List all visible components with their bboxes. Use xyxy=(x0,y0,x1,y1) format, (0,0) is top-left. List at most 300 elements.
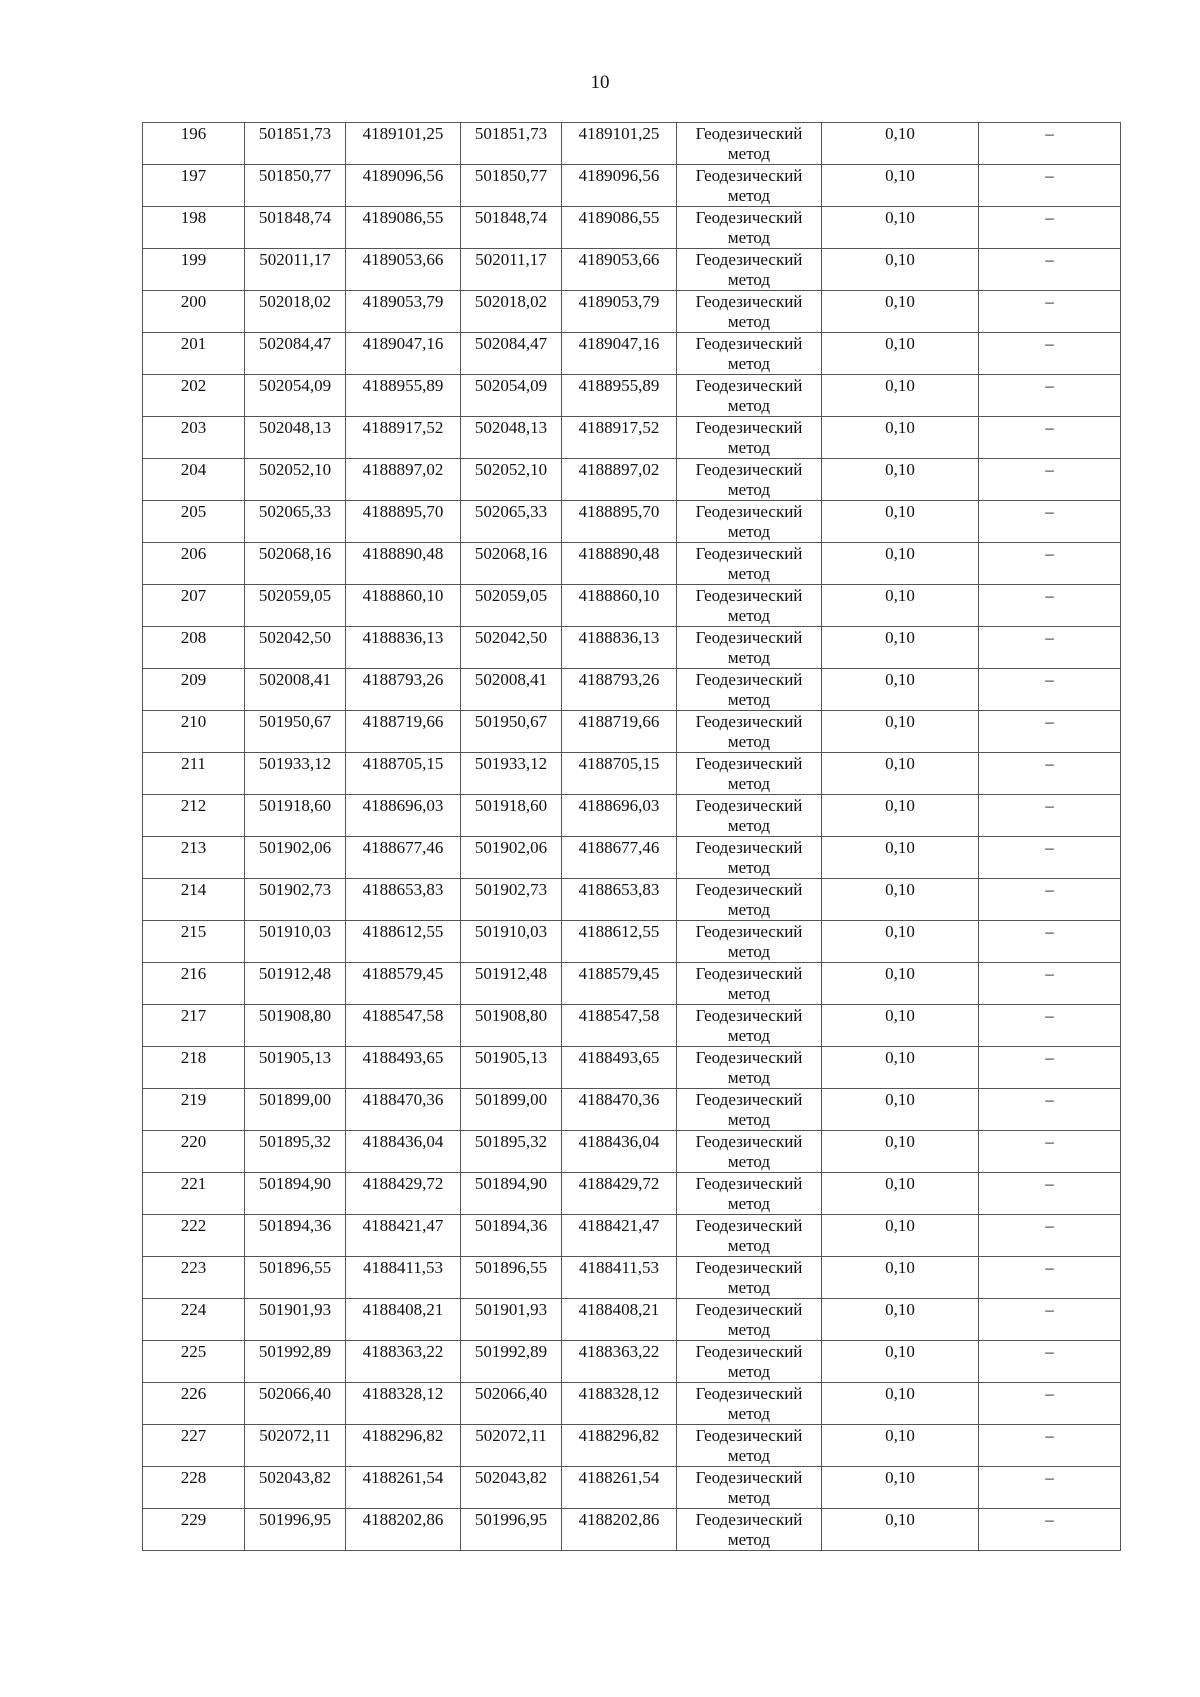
y-new-cell: 4188296,82 xyxy=(562,1425,677,1467)
table-row xyxy=(143,879,1121,921)
method-line-2: метод xyxy=(727,1530,771,1549)
x-existing-cell: 501910,03 xyxy=(245,921,346,963)
note-cell: – xyxy=(979,165,1121,207)
point-number-cell: 196 xyxy=(143,123,245,165)
accuracy-cell: 0,10 xyxy=(822,165,979,207)
y-new-cell: 4188793,26 xyxy=(562,669,677,711)
method-line-2: метод xyxy=(727,186,771,205)
y-existing-cell: 4188705,15 xyxy=(346,753,461,795)
x-new-cell: 502043,82 xyxy=(461,1467,562,1509)
point-number-cell: 200 xyxy=(143,291,245,333)
y-existing-cell: 4188890,48 xyxy=(346,543,461,585)
table-row xyxy=(143,669,1121,711)
method-line-1: Геодезический xyxy=(695,838,803,857)
x-new-cell: 502018,02 xyxy=(461,291,562,333)
method-line-2: метод xyxy=(727,1446,771,1465)
x-existing-cell: 501908,80 xyxy=(245,1005,346,1047)
x-existing-cell: 501918,60 xyxy=(245,795,346,837)
y-existing-cell: 4188363,22 xyxy=(346,1341,461,1383)
method-line-2: метод xyxy=(727,606,771,625)
method-line-1: Геодезический xyxy=(695,1510,803,1529)
table-row xyxy=(143,1215,1121,1257)
accuracy-cell: 0,10 xyxy=(822,1425,979,1467)
method-cell xyxy=(677,543,822,585)
x-new-cell: 502048,13 xyxy=(461,417,562,459)
method-line-1: Геодезический xyxy=(695,754,803,773)
method-line-2: метод xyxy=(727,312,771,331)
y-existing-cell: 4188895,70 xyxy=(346,501,461,543)
x-existing-cell: 502059,05 xyxy=(245,585,346,627)
y-existing-cell: 4189096,56 xyxy=(346,165,461,207)
note-cell: – xyxy=(979,963,1121,1005)
method-cell xyxy=(677,417,822,459)
accuracy-cell: 0,10 xyxy=(822,1089,979,1131)
table-row xyxy=(143,249,1121,291)
note-cell: – xyxy=(979,921,1121,963)
method-line-2: метод xyxy=(727,228,771,247)
y-new-cell: 4188705,15 xyxy=(562,753,677,795)
point-number-cell: 206 xyxy=(143,543,245,585)
accuracy-cell: 0,10 xyxy=(822,1257,979,1299)
y-new-cell: 4188579,45 xyxy=(562,963,677,1005)
x-existing-cell: 502011,17 xyxy=(245,249,346,291)
method-line-2: метод xyxy=(727,1362,771,1381)
x-new-cell: 501899,00 xyxy=(461,1089,562,1131)
accuracy-cell: 0,10 xyxy=(822,459,979,501)
y-existing-cell: 4188579,45 xyxy=(346,963,461,1005)
point-number-cell: 208 xyxy=(143,627,245,669)
table-row xyxy=(143,711,1121,753)
x-existing-cell: 501894,90 xyxy=(245,1173,346,1215)
method-line-2: метод xyxy=(727,1194,771,1213)
method-line-2: метод xyxy=(727,732,771,751)
x-existing-cell: 502066,40 xyxy=(245,1383,346,1425)
y-existing-cell: 4189047,16 xyxy=(346,333,461,375)
x-new-cell: 501950,67 xyxy=(461,711,562,753)
method-line-1: Геодезический xyxy=(695,1426,803,1445)
point-number-cell: 209 xyxy=(143,669,245,711)
table-row xyxy=(143,627,1121,669)
x-new-cell: 501996,95 xyxy=(461,1509,562,1551)
y-new-cell: 4189096,56 xyxy=(562,165,677,207)
accuracy-cell: 0,10 xyxy=(822,585,979,627)
accuracy-cell: 0,10 xyxy=(822,837,979,879)
note-cell: – xyxy=(979,837,1121,879)
accuracy-cell: 0,10 xyxy=(822,1467,979,1509)
method-line-2: метод xyxy=(727,984,771,1003)
x-new-cell: 501908,80 xyxy=(461,1005,562,1047)
method-line-2: метод xyxy=(727,270,771,289)
method-line-1: Геодезический xyxy=(695,334,803,353)
table-row xyxy=(143,1005,1121,1047)
point-number-cell: 215 xyxy=(143,921,245,963)
x-existing-cell: 501850,77 xyxy=(245,165,346,207)
method-cell xyxy=(677,1173,822,1215)
x-new-cell: 501918,60 xyxy=(461,795,562,837)
x-new-cell: 501894,90 xyxy=(461,1173,562,1215)
method-line-1: Геодезический xyxy=(695,1468,803,1487)
y-existing-cell: 4188202,86 xyxy=(346,1509,461,1551)
method-cell xyxy=(677,165,822,207)
x-existing-cell: 501899,00 xyxy=(245,1089,346,1131)
method-line-2: метод xyxy=(727,438,771,457)
point-number-cell: 214 xyxy=(143,879,245,921)
y-new-cell: 4188328,12 xyxy=(562,1383,677,1425)
x-existing-cell: 501901,93 xyxy=(245,1299,346,1341)
x-existing-cell: 502068,16 xyxy=(245,543,346,585)
x-new-cell: 502084,47 xyxy=(461,333,562,375)
method-cell xyxy=(677,1383,822,1425)
method-cell xyxy=(677,1215,822,1257)
point-number-cell: 203 xyxy=(143,417,245,459)
point-number-cell: 219 xyxy=(143,1089,245,1131)
table-row xyxy=(143,1131,1121,1173)
note-cell: – xyxy=(979,291,1121,333)
table-row xyxy=(143,1173,1121,1215)
method-line-2: метод xyxy=(727,942,771,961)
method-line-1: Геодезический xyxy=(695,166,803,185)
x-existing-cell: 501996,95 xyxy=(245,1509,346,1551)
table-row xyxy=(143,1467,1121,1509)
method-line-1: Геодезический xyxy=(695,124,803,143)
y-existing-cell: 4188677,46 xyxy=(346,837,461,879)
note-cell: – xyxy=(979,1509,1121,1551)
accuracy-cell: 0,10 xyxy=(822,417,979,459)
point-number-cell: 207 xyxy=(143,585,245,627)
accuracy-cell: 0,10 xyxy=(822,1383,979,1425)
x-new-cell: 502066,40 xyxy=(461,1383,562,1425)
method-line-1: Геодезический xyxy=(695,922,803,941)
method-line-1: Геодезический xyxy=(695,1048,803,1067)
method-line-2: метод xyxy=(727,774,771,793)
y-new-cell: 4188860,10 xyxy=(562,585,677,627)
method-cell xyxy=(677,123,822,165)
method-line-1: Геодезический xyxy=(695,964,803,983)
accuracy-cell: 0,10 xyxy=(822,669,979,711)
method-line-2: метод xyxy=(727,648,771,667)
note-cell: – xyxy=(979,123,1121,165)
note-cell: – xyxy=(979,1467,1121,1509)
x-existing-cell: 502052,10 xyxy=(245,459,346,501)
method-cell xyxy=(677,753,822,795)
method-line-1: Геодезический xyxy=(695,1258,803,1277)
table-row xyxy=(143,1257,1121,1299)
table-row xyxy=(143,1425,1121,1467)
y-existing-cell: 4188328,12 xyxy=(346,1383,461,1425)
x-new-cell: 501992,89 xyxy=(461,1341,562,1383)
table-row xyxy=(143,921,1121,963)
method-cell xyxy=(677,879,822,921)
method-line-2: метод xyxy=(727,522,771,541)
method-line-2: метод xyxy=(727,1068,771,1087)
method-cell xyxy=(677,333,822,375)
note-cell: – xyxy=(979,1383,1121,1425)
accuracy-cell: 0,10 xyxy=(822,1173,979,1215)
note-cell: – xyxy=(979,1089,1121,1131)
x-existing-cell: 502072,11 xyxy=(245,1425,346,1467)
y-existing-cell: 4188421,47 xyxy=(346,1215,461,1257)
x-existing-cell: 502048,13 xyxy=(245,417,346,459)
y-existing-cell: 4188836,13 xyxy=(346,627,461,669)
method-cell xyxy=(677,795,822,837)
x-new-cell: 501933,12 xyxy=(461,753,562,795)
method-line-1: Геодезический xyxy=(695,292,803,311)
table-row xyxy=(143,417,1121,459)
method-cell xyxy=(677,1299,822,1341)
y-new-cell: 4188363,22 xyxy=(562,1341,677,1383)
point-number-cell: 211 xyxy=(143,753,245,795)
accuracy-cell: 0,10 xyxy=(822,711,979,753)
table-row xyxy=(143,963,1121,1005)
method-line-2: метод xyxy=(727,1152,771,1171)
y-new-cell: 4188719,66 xyxy=(562,711,677,753)
method-line-1: Геодезический xyxy=(695,1006,803,1025)
method-line-1: Геодезический xyxy=(695,502,803,521)
x-existing-cell: 501896,55 xyxy=(245,1257,346,1299)
method-line-2: метод xyxy=(727,1404,771,1423)
point-number-cell: 210 xyxy=(143,711,245,753)
method-line-1: Геодезический xyxy=(695,670,803,689)
x-new-cell: 502011,17 xyxy=(461,249,562,291)
table-row xyxy=(143,501,1121,543)
accuracy-cell: 0,10 xyxy=(822,1047,979,1089)
y-existing-cell: 4188917,52 xyxy=(346,417,461,459)
y-existing-cell: 4188470,36 xyxy=(346,1089,461,1131)
y-existing-cell: 4188897,02 xyxy=(346,459,461,501)
accuracy-cell: 0,10 xyxy=(822,123,979,165)
point-number-cell: 220 xyxy=(143,1131,245,1173)
x-new-cell: 502059,05 xyxy=(461,585,562,627)
table-row xyxy=(143,1383,1121,1425)
x-existing-cell: 501894,36 xyxy=(245,1215,346,1257)
accuracy-cell: 0,10 xyxy=(822,795,979,837)
x-existing-cell: 502054,09 xyxy=(245,375,346,417)
y-existing-cell: 4188261,54 xyxy=(346,1467,461,1509)
x-existing-cell: 501895,32 xyxy=(245,1131,346,1173)
method-cell xyxy=(677,291,822,333)
accuracy-cell: 0,10 xyxy=(822,333,979,375)
x-new-cell: 501851,73 xyxy=(461,123,562,165)
point-number-cell: 225 xyxy=(143,1341,245,1383)
note-cell: – xyxy=(979,459,1121,501)
method-line-1: Геодезический xyxy=(695,586,803,605)
method-line-2: метод xyxy=(727,480,771,499)
x-existing-cell: 501912,48 xyxy=(245,963,346,1005)
x-existing-cell: 501902,73 xyxy=(245,879,346,921)
method-line-2: метод xyxy=(727,1320,771,1339)
x-existing-cell: 502008,41 xyxy=(245,669,346,711)
y-new-cell: 4188612,55 xyxy=(562,921,677,963)
note-cell: – xyxy=(979,1173,1121,1215)
point-number-cell: 216 xyxy=(143,963,245,1005)
table-row xyxy=(143,123,1121,165)
point-number-cell: 224 xyxy=(143,1299,245,1341)
table-row xyxy=(143,753,1121,795)
point-number-cell: 202 xyxy=(143,375,245,417)
x-existing-cell: 501851,73 xyxy=(245,123,346,165)
y-existing-cell: 4188860,10 xyxy=(346,585,461,627)
y-new-cell: 4188429,72 xyxy=(562,1173,677,1215)
point-number-cell: 204 xyxy=(143,459,245,501)
y-existing-cell: 4188653,83 xyxy=(346,879,461,921)
table-row xyxy=(143,837,1121,879)
y-new-cell: 4189053,79 xyxy=(562,291,677,333)
method-cell xyxy=(677,1257,822,1299)
method-line-2: метод xyxy=(727,858,771,877)
note-cell: – xyxy=(979,627,1121,669)
point-number-cell: 217 xyxy=(143,1005,245,1047)
note-cell: – xyxy=(979,1341,1121,1383)
method-line-2: метод xyxy=(727,396,771,415)
y-existing-cell: 4189053,66 xyxy=(346,249,461,291)
x-new-cell: 502065,33 xyxy=(461,501,562,543)
method-cell xyxy=(677,1509,822,1551)
y-new-cell: 4188421,47 xyxy=(562,1215,677,1257)
method-cell xyxy=(677,207,822,249)
note-cell: – xyxy=(979,207,1121,249)
method-line-1: Геодезический xyxy=(695,418,803,437)
table-row xyxy=(143,795,1121,837)
method-cell xyxy=(677,711,822,753)
method-cell xyxy=(677,1467,822,1509)
point-number-cell: 205 xyxy=(143,501,245,543)
note-cell: – xyxy=(979,795,1121,837)
y-new-cell: 4188470,36 xyxy=(562,1089,677,1131)
note-cell: – xyxy=(979,1257,1121,1299)
y-new-cell: 4189047,16 xyxy=(562,333,677,375)
method-cell xyxy=(677,459,822,501)
method-cell xyxy=(677,837,822,879)
accuracy-cell: 0,10 xyxy=(822,1005,979,1047)
table-row xyxy=(143,375,1121,417)
x-existing-cell: 502043,82 xyxy=(245,1467,346,1509)
method-line-1: Геодезический xyxy=(695,376,803,395)
method-line-2: метод xyxy=(727,1488,771,1507)
point-number-cell: 223 xyxy=(143,1257,245,1299)
point-number-cell: 199 xyxy=(143,249,245,291)
y-new-cell: 4188917,52 xyxy=(562,417,677,459)
accuracy-cell: 0,10 xyxy=(822,375,979,417)
method-cell xyxy=(677,1089,822,1131)
x-new-cell: 501912,48 xyxy=(461,963,562,1005)
x-new-cell: 501894,36 xyxy=(461,1215,562,1257)
y-existing-cell: 4188411,53 xyxy=(346,1257,461,1299)
note-cell: – xyxy=(979,333,1121,375)
y-existing-cell: 4188696,03 xyxy=(346,795,461,837)
y-existing-cell: 4189053,79 xyxy=(346,291,461,333)
y-existing-cell: 4188408,21 xyxy=(346,1299,461,1341)
x-existing-cell: 501902,06 xyxy=(245,837,346,879)
method-line-1: Геодезический xyxy=(695,250,803,269)
accuracy-cell: 0,10 xyxy=(822,291,979,333)
accuracy-cell: 0,10 xyxy=(822,1131,979,1173)
point-number-cell: 218 xyxy=(143,1047,245,1089)
method-cell xyxy=(677,1047,822,1089)
x-existing-cell: 501905,13 xyxy=(245,1047,346,1089)
accuracy-cell: 0,10 xyxy=(822,921,979,963)
accuracy-cell: 0,10 xyxy=(822,1509,979,1551)
method-cell xyxy=(677,585,822,627)
note-cell: – xyxy=(979,1047,1121,1089)
method-cell xyxy=(677,375,822,417)
y-new-cell: 4188895,70 xyxy=(562,501,677,543)
y-existing-cell: 4188547,58 xyxy=(346,1005,461,1047)
table-row xyxy=(143,333,1121,375)
y-new-cell: 4188547,58 xyxy=(562,1005,677,1047)
x-new-cell: 501896,55 xyxy=(461,1257,562,1299)
accuracy-cell: 0,10 xyxy=(822,1299,979,1341)
method-line-1: Геодезический xyxy=(695,628,803,647)
method-line-2: метод xyxy=(727,1278,771,1297)
y-new-cell: 4189053,66 xyxy=(562,249,677,291)
method-cell xyxy=(677,669,822,711)
note-cell: – xyxy=(979,501,1121,543)
y-new-cell: 4188261,54 xyxy=(562,1467,677,1509)
method-line-2: метод xyxy=(727,1110,771,1129)
method-line-1: Геодезический xyxy=(695,1132,803,1151)
note-cell: – xyxy=(979,669,1121,711)
method-line-1: Геодезический xyxy=(695,712,803,731)
method-line-1: Геодезический xyxy=(695,1174,803,1193)
accuracy-cell: 0,10 xyxy=(822,963,979,1005)
x-new-cell: 502008,41 xyxy=(461,669,562,711)
method-line-1: Геодезический xyxy=(695,1090,803,1109)
note-cell: – xyxy=(979,249,1121,291)
accuracy-cell: 0,10 xyxy=(822,879,979,921)
method-cell xyxy=(677,1005,822,1047)
table-body xyxy=(143,123,1121,1551)
table-row xyxy=(143,1509,1121,1551)
method-line-2: метод xyxy=(727,1236,771,1255)
y-existing-cell: 4189086,55 xyxy=(346,207,461,249)
accuracy-cell: 0,10 xyxy=(822,543,979,585)
x-new-cell: 502072,11 xyxy=(461,1425,562,1467)
method-line-1: Геодезический xyxy=(695,796,803,815)
method-cell xyxy=(677,501,822,543)
y-new-cell: 4188897,02 xyxy=(562,459,677,501)
x-new-cell: 502042,50 xyxy=(461,627,562,669)
note-cell: – xyxy=(979,753,1121,795)
note-cell: – xyxy=(979,417,1121,459)
y-new-cell: 4188493,65 xyxy=(562,1047,677,1089)
method-cell xyxy=(677,1131,822,1173)
note-cell: – xyxy=(979,375,1121,417)
table-row xyxy=(143,1047,1121,1089)
method-line-2: метод xyxy=(727,690,771,709)
x-existing-cell: 501992,89 xyxy=(245,1341,346,1383)
method-line-2: метод xyxy=(727,564,771,583)
accuracy-cell: 0,10 xyxy=(822,1215,979,1257)
table-row xyxy=(143,1299,1121,1341)
note-cell: – xyxy=(979,585,1121,627)
x-new-cell: 501902,73 xyxy=(461,879,562,921)
method-cell xyxy=(677,627,822,669)
y-existing-cell: 4188612,55 xyxy=(346,921,461,963)
x-new-cell: 501902,06 xyxy=(461,837,562,879)
method-line-1: Геодезический xyxy=(695,1300,803,1319)
table-row xyxy=(143,291,1121,333)
x-new-cell: 501895,32 xyxy=(461,1131,562,1173)
note-cell: – xyxy=(979,711,1121,753)
y-new-cell: 4188408,21 xyxy=(562,1299,677,1341)
method-line-1: Геодезический xyxy=(695,1216,803,1235)
x-existing-cell: 502042,50 xyxy=(245,627,346,669)
y-new-cell: 4188955,89 xyxy=(562,375,677,417)
note-cell: – xyxy=(979,879,1121,921)
method-cell xyxy=(677,921,822,963)
accuracy-cell: 0,10 xyxy=(822,207,979,249)
table-row xyxy=(143,1089,1121,1131)
